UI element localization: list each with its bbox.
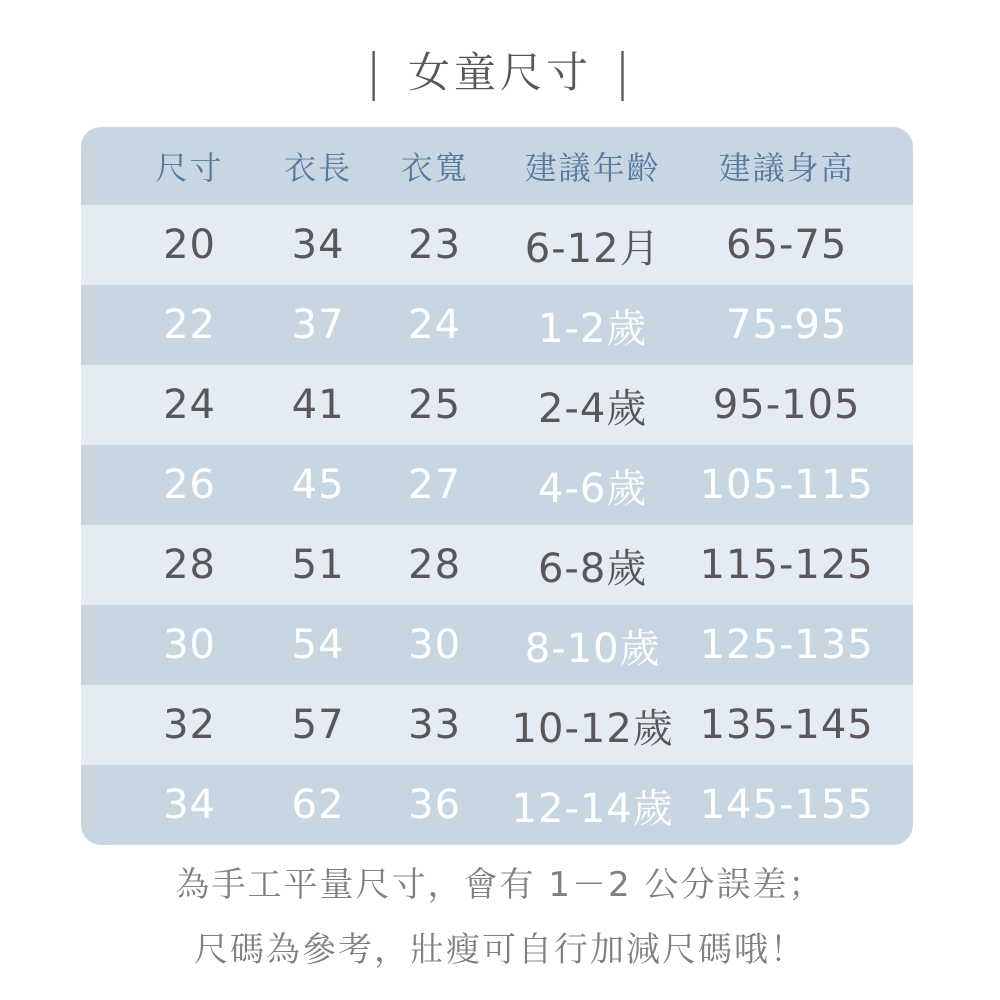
cell-age: 2-4歲: [497, 365, 688, 445]
cell-length: 37: [264, 285, 372, 365]
cell-height: 115-125: [688, 525, 913, 605]
size-table-header: [81, 127, 913, 205]
page-title: [0, 40, 1000, 103]
table-row: [81, 285, 913, 365]
cell-size: 20: [81, 205, 264, 285]
cell-size: 32: [81, 685, 264, 765]
size-table: [81, 127, 913, 845]
cell-width: 23: [372, 205, 497, 285]
title-bar-left-decoration: |: [365, 43, 386, 101]
cell-length: 51: [264, 525, 372, 605]
column-header-size: 尺寸: [81, 127, 264, 205]
footnote-line-2: 尺碼為參考，壯瘦可自行加減尺碼哦！: [194, 930, 806, 970]
cell-size: 30: [81, 605, 264, 685]
cell-width: 28: [372, 525, 497, 605]
cell-size: 34: [81, 765, 264, 845]
table-row: [81, 685, 913, 765]
header-row: [81, 127, 913, 205]
cell-age: 6-8歲: [497, 525, 688, 605]
cell-age: 1-2歲: [497, 285, 688, 365]
cell-age: 12-14歲: [497, 765, 688, 845]
footnote: [0, 853, 1000, 983]
cell-height: 65-75: [688, 205, 913, 285]
cell-height: 125-135: [688, 605, 913, 685]
cell-width: 27: [372, 445, 497, 525]
cell-height: 105-115: [688, 445, 913, 525]
table-row: [81, 765, 913, 845]
table-row: [81, 365, 913, 445]
cell-length: 41: [264, 365, 372, 445]
cell-size: 26: [81, 445, 264, 525]
table-row: [81, 445, 913, 525]
size-table-body: [81, 205, 913, 845]
column-header-length: 衣長: [264, 127, 372, 205]
table-row: [81, 525, 913, 605]
cell-length: 45: [264, 445, 372, 525]
cell-length: 62: [264, 765, 372, 845]
cell-age: 8-10歲: [497, 605, 688, 685]
page-title-text: 女童尺寸: [407, 48, 592, 97]
cell-size: 22: [81, 285, 264, 365]
cell-height: 75-95: [688, 285, 913, 365]
table-row: [81, 205, 913, 285]
footnote-line-1: 為手工平量尺寸，會有 1－2 公分誤差；: [175, 865, 825, 905]
size-table-container: [81, 127, 913, 845]
column-header-height: 建議身高: [688, 127, 913, 205]
cell-length: 34: [264, 205, 372, 285]
cell-age: 6-12月: [497, 205, 688, 285]
column-header-age: 建議年齡: [497, 127, 688, 205]
cell-size: 24: [81, 365, 264, 445]
cell-width: 33: [372, 685, 497, 765]
cell-height: 95-105: [688, 365, 913, 445]
cell-width: 24: [372, 285, 497, 365]
cell-length: 54: [264, 605, 372, 685]
cell-width: 25: [372, 365, 497, 445]
cell-height: 145-155: [688, 765, 913, 845]
cell-size: 28: [81, 525, 264, 605]
table-row: [81, 605, 913, 685]
cell-width: 36: [372, 765, 497, 845]
title-bar-right-decoration: |: [614, 43, 635, 101]
column-header-width: 衣寬: [372, 127, 497, 205]
cell-age: 10-12歲: [497, 685, 688, 765]
cell-width: 30: [372, 605, 497, 685]
cell-age: 4-6歲: [497, 445, 688, 525]
cell-length: 57: [264, 685, 372, 765]
cell-height: 135-145: [688, 685, 913, 765]
